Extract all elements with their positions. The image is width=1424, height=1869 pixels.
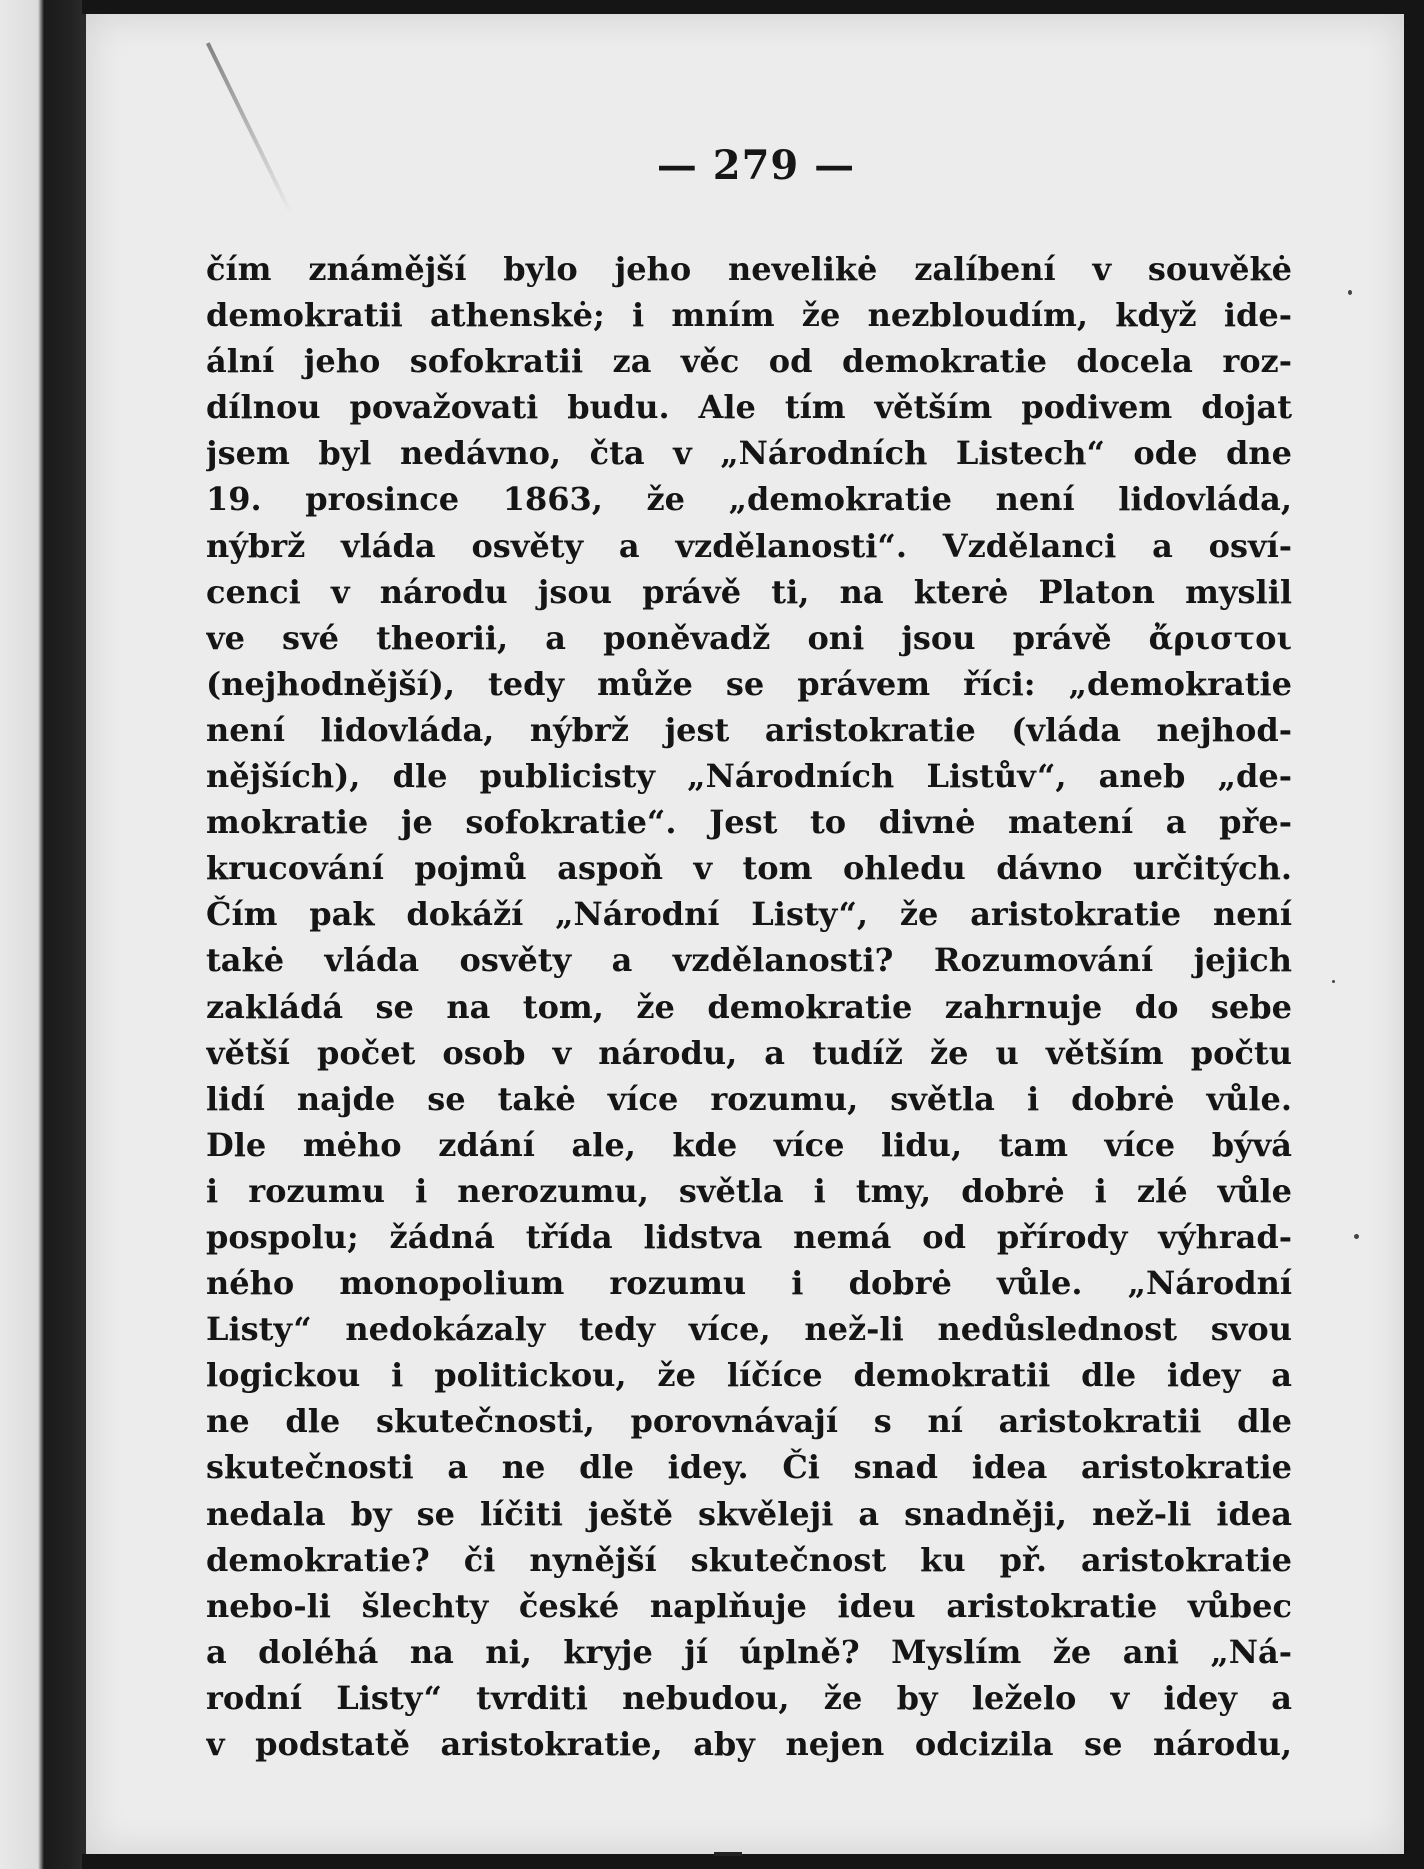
text-line: jsem byl nedávno, čta v „Národních Listech“ ode dne <box>206 434 1292 473</box>
text-line: rodní Listy“ tvrditi nebudou, že by leželo v idey a <box>206 1678 1292 1717</box>
text-line: nedala by se líčiti ještě skvěleji a snadněji, než-li idea <box>206 1494 1292 1533</box>
print-speck <box>1348 290 1352 295</box>
text-line: mokratie je sofokratie“. Jest to divnė matení a pře- <box>206 803 1292 842</box>
text-line: krucování pojmů aspoň v tom ohledu dávno určitých. <box>206 849 1292 888</box>
text-line: Čím pak dokáží „Národní Listy“, že aristokratie není <box>206 895 1292 934</box>
text-line: takė vláda osvěty a vzdělanosti? Rozumování jejich <box>206 941 1292 980</box>
text-line: Listy“ nedokázaly tedy více, než-li nedůslednost svou <box>206 1310 1292 1349</box>
text-line: a doléhá na ni, kryje jí úplně? Myslím že ani „Ná- <box>206 1632 1292 1671</box>
text-line: ného monopolium rozumu i dobrė vůle. „Národní <box>206 1264 1292 1303</box>
text-line: demokratie? či nynější skutečnost ku př. aristokratie <box>206 1540 1292 1579</box>
page-number: — 279 — <box>656 142 856 189</box>
text-line: Dle mėho zdání ale, kde více lidu, tam více bývá <box>206 1125 1292 1164</box>
previous-page-edge <box>0 0 82 1869</box>
text-line: 19. prosince 1863, že „demokratie není lidovláda, <box>206 480 1292 519</box>
text-line: lidí najde se takė více rozumu, světla i dobrė vůle. <box>206 1079 1292 1118</box>
print-speck <box>1354 1234 1359 1239</box>
text-line: ne dle skutečnosti, porovnávají s ní aristokratii dle <box>206 1402 1292 1441</box>
text-line: není lidovláda, nýbrž jest aristokratie (vláda nejhod- <box>206 710 1292 749</box>
text-line: čím známější bylo jeho nevelikė zalíbení v souvěkė <box>206 250 1292 288</box>
text-line: demokratii athenskė; i mním že nezbloudím, když ide- <box>206 296 1292 335</box>
body-text <box>206 246 1292 1767</box>
page-crease <box>206 42 293 215</box>
text-line: ve své theorii, a poněvadž oni jsou právě ἄριστοι <box>206 618 1292 657</box>
text-line: nýbrž vláda osvěty a vzdělanosti“. Vzdělanci a osví- <box>206 526 1292 565</box>
text-line: dílnou považovati budu. Ale tím větším podivem dojat <box>206 388 1292 427</box>
text-line: zakládá se na tom, že demokratie zahrnuje do sebe <box>206 987 1292 1026</box>
text-line: i rozumu i nerozumu, světla i tmy, dobrė i zlé vůle <box>206 1171 1292 1210</box>
text-line: cenci v národu jsou právě ti, na kterė Platon myslil <box>206 572 1292 611</box>
print-speck <box>1332 980 1335 983</box>
text-line: nebo-li šlechty české naplňuje ideu aristokratie vůbec <box>206 1586 1292 1625</box>
book-page <box>82 14 1404 1854</box>
text-line: (nejhodnější), tedy může se právem říci: „demokratie <box>206 664 1292 703</box>
print-mark <box>714 1852 742 1856</box>
text-line: větší počet osob v národu, a tudíž že u větším počtu <box>206 1033 1292 1072</box>
text-line: v podstatě aristokratie, aby nejen odcizila se národu, <box>206 1725 1292 1763</box>
text-line: ální jeho sofokratii za věc od demokratie docela roz- <box>206 342 1292 381</box>
text-line: logickou i politickou, že líčíce demokratii dle idey a <box>206 1356 1292 1395</box>
text-line: skutečnosti a ne dle idey. Či snad idea aristokratie <box>206 1448 1292 1487</box>
text-line: pospolu; žádná třída lidstva nemá od přírody výhrad- <box>206 1217 1292 1256</box>
text-line: nějších), dle publicisty „Národních Listův“, aneb „de- <box>206 757 1292 796</box>
